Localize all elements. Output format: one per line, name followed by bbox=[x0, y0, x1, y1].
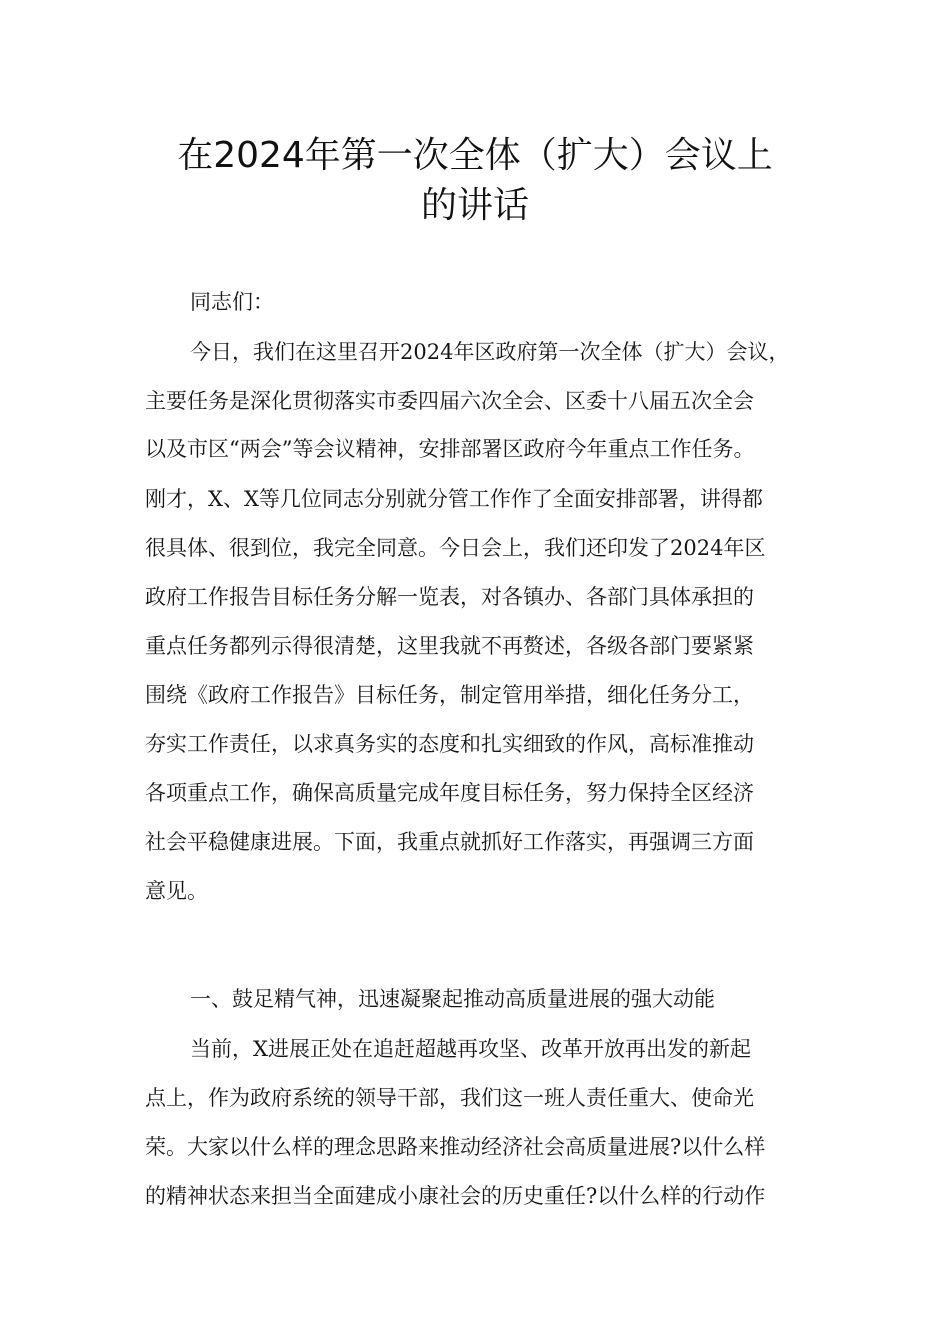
paragraph-2-line: 的精神状态来担当全面建成小康社会的历史重任?以什么样的行动作 bbox=[145, 1184, 766, 1208]
paragraph-1-line: 政府工作报告目标任务分解一览表，对各镇办、各部门具体承担的 bbox=[145, 585, 754, 609]
document-title-line-1: 在2024年第一次全体（扩大）会议上 bbox=[177, 135, 773, 176]
paragraph-1-line: 社会平稳健康进展。下面，我重点就抓好工作落实，再强调三方面 bbox=[145, 830, 754, 854]
paragraph-2-line: 当前，X进展正处在追赶超越再攻坚、改革开放再出发的新起 bbox=[190, 1037, 751, 1061]
paragraph-1-line: 今日，我们在这里召开2024年区政府第一次全体（扩大）会议， bbox=[190, 340, 790, 364]
paragraph-1-line: 重点任务都列示得很清楚，这里我就不再赘述，各级各部门要紧紧 bbox=[145, 634, 754, 658]
paragraph-1-line: 主要任务是深化贯彻落实市委四届六次全会、区委十八届五次全会 bbox=[145, 389, 754, 413]
paragraph-1-line: 很具体、很到位，我完全同意。今日会上，我们还印发了2024年区 bbox=[145, 536, 766, 560]
paragraph-2-line: 荣。大家以什么样的理念思路来推动经济社会高质量进展?以什么样 bbox=[145, 1135, 766, 1159]
salutation: 同志们： bbox=[190, 290, 274, 314]
paragraph-1-line: 以及市区“两会”等会议精神，安排部署区政府今年重点工作任务。 bbox=[145, 437, 755, 461]
paragraph-2-line: 点上，作为政府系统的领导干部，我们这一班人责任重大、使命光 bbox=[145, 1086, 754, 1110]
section-1-heading: 一、鼓足精气神，迅速凝聚起推动高质量进展的强大动能 bbox=[190, 987, 715, 1011]
paragraph-1-line: 刚才，X、X等几位同志分别就分管工作作了全面安排部署，讲得都 bbox=[145, 487, 763, 511]
paragraph-1-line: 各项重点工作，确保高质量完成年度目标任务，努力保持全区经济 bbox=[145, 781, 754, 805]
document-title-line-2: 的讲话 bbox=[420, 185, 529, 226]
paragraph-1-line: 夯实工作责任，以求真务实的态度和扎实细致的作风，高标准推动 bbox=[145, 732, 754, 756]
paragraph-1-line: 围绕《政府工作报告》目标任务，制定管用举措，细化任务分工， bbox=[145, 683, 754, 707]
paragraph-1-line: 意见。 bbox=[145, 879, 208, 903]
